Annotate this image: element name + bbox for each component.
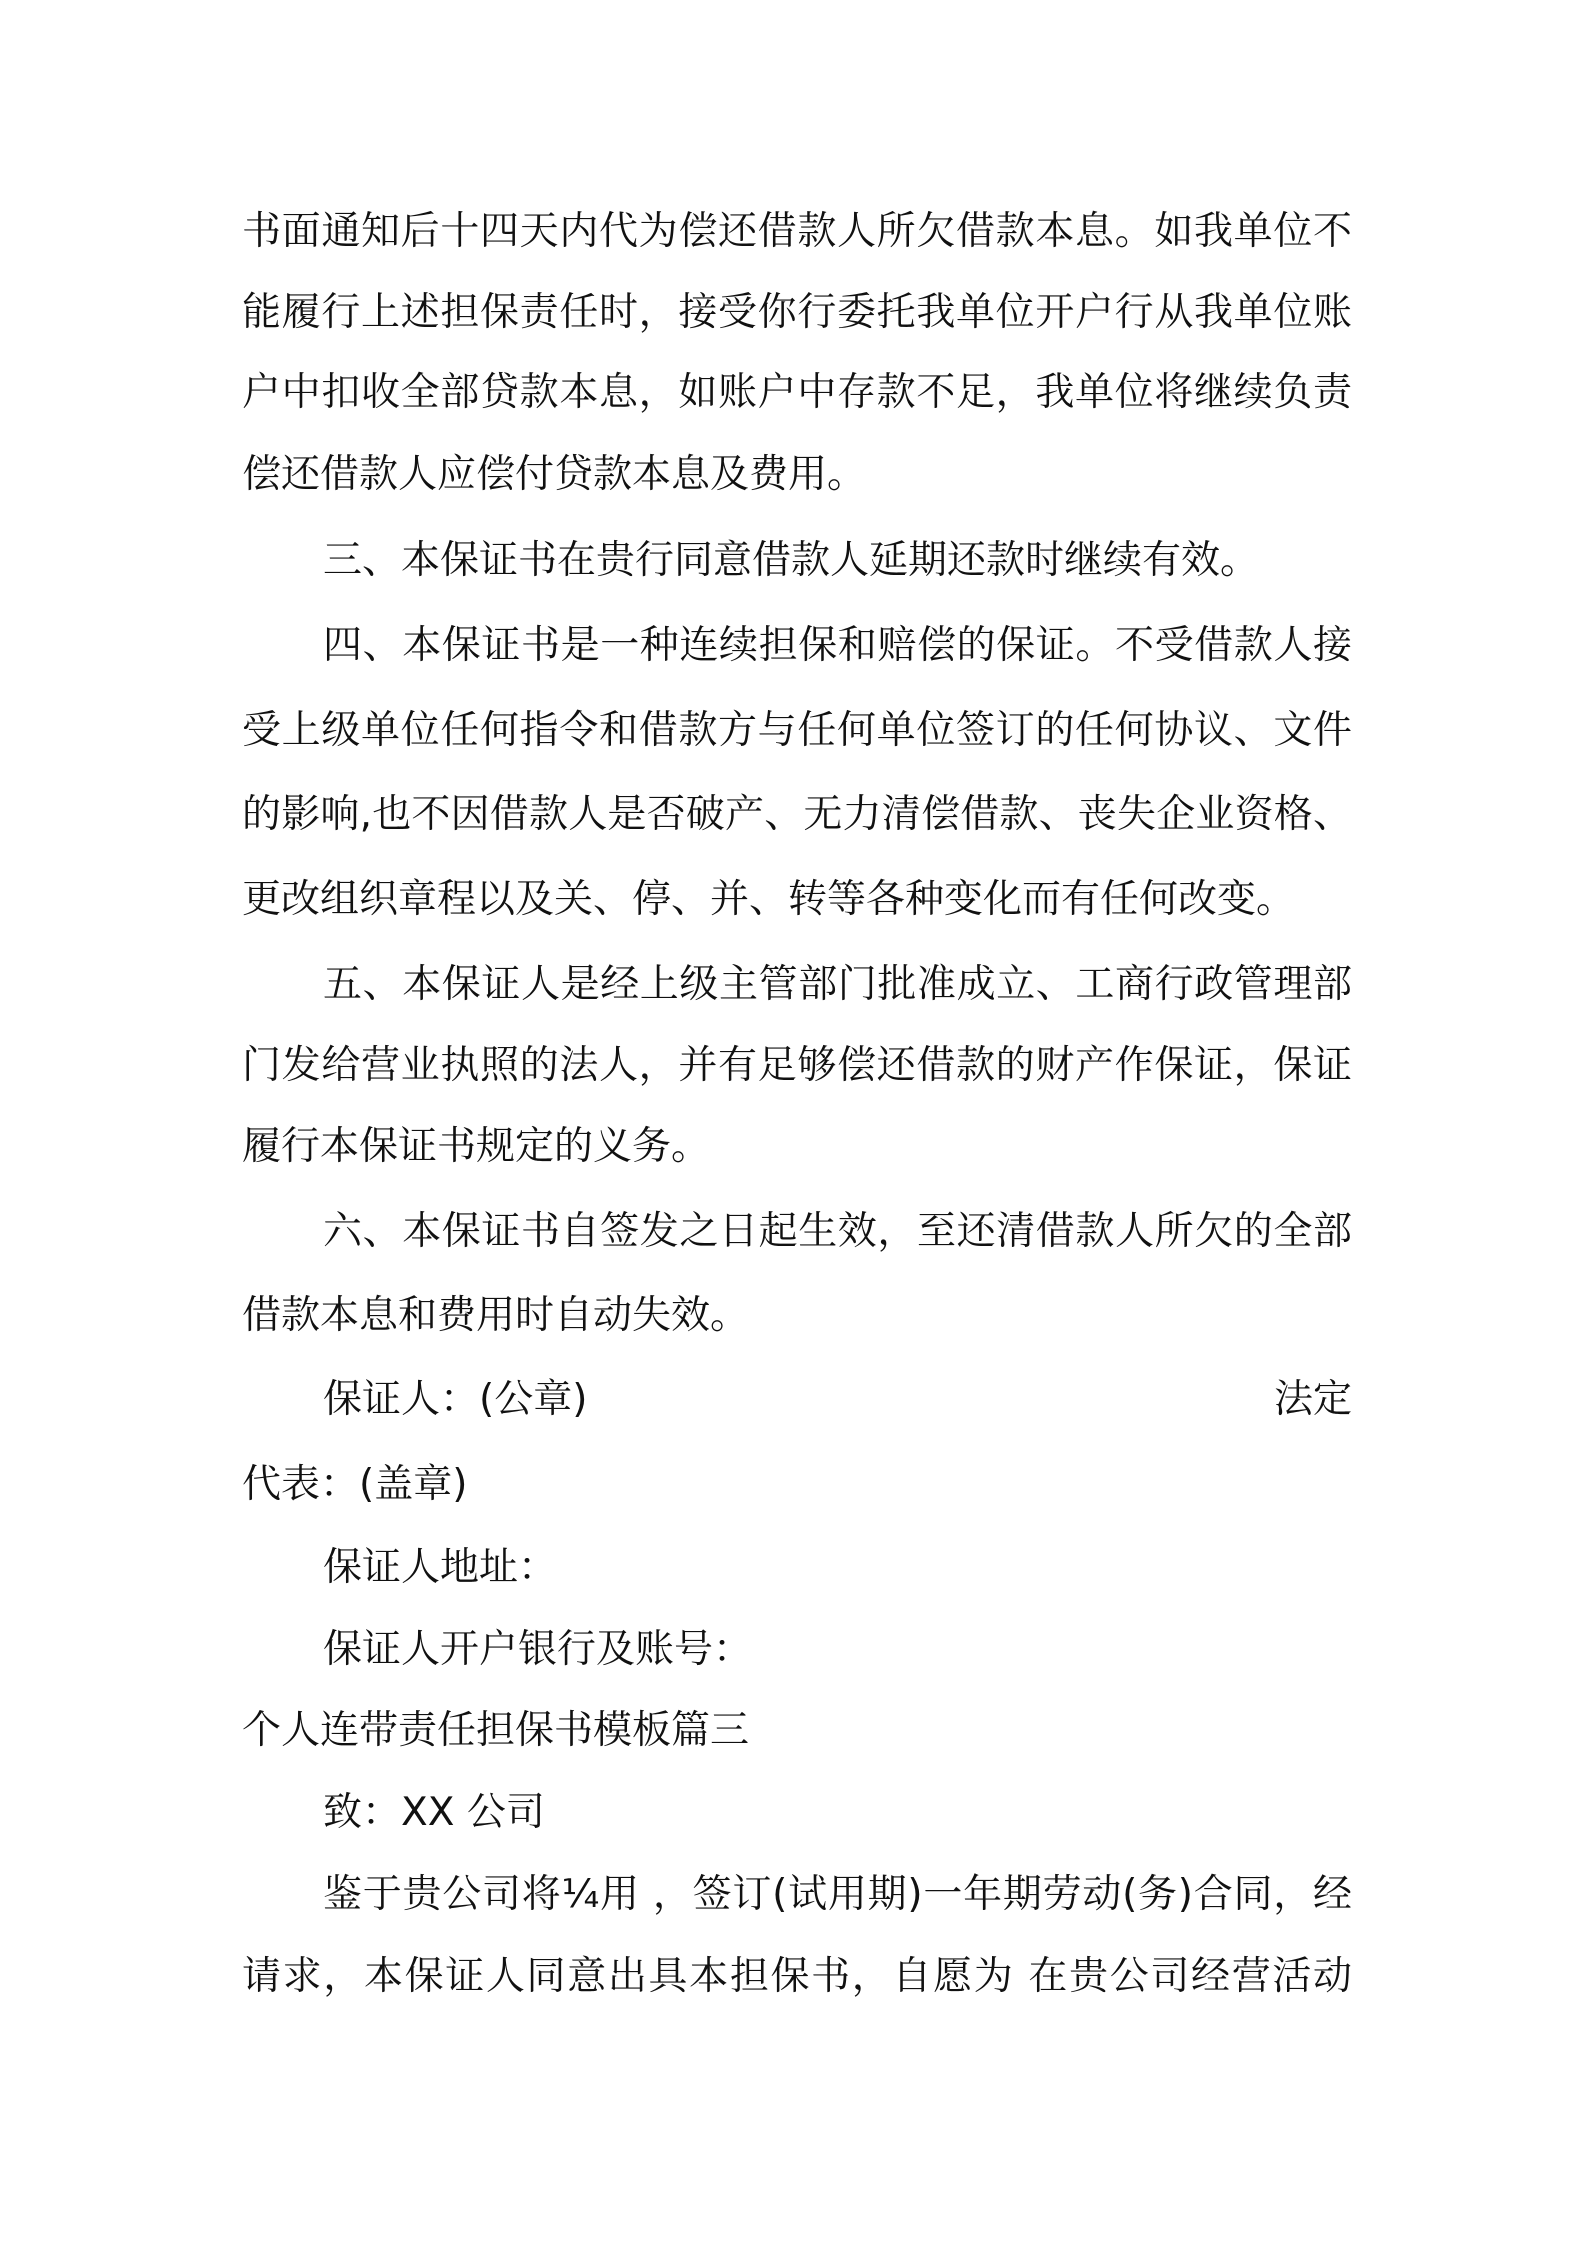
guarantor-address-label: 保证人地址：	[323, 1545, 558, 1590]
paragraph-line: 的影响,也不因借款人是否破产、无力清偿借款、丧失企业资格、	[242, 792, 1352, 837]
paragraph-line: 户中扣收全部贷款本息，如账户中存款不足，我单位将继续负责	[242, 370, 1352, 415]
signature-line	[323, 1374, 1352, 1426]
paragraph-line: 借款本息和费用时自动失效。	[242, 1293, 750, 1338]
paragraph-line: 更改组织章程以及关、停、并、转等各种变化而有任何改变。	[242, 877, 1296, 922]
paragraph-line: 三、本保证书在贵行同意借款人延期还款时继续有效。	[323, 538, 1260, 583]
addressee-line: 致：XX 公司	[323, 1790, 545, 1835]
legal-rep-label-start: 法定	[1273, 1377, 1352, 1422]
legal-rep-label-end: 代表：(盖章)	[242, 1462, 468, 1507]
paragraph-line: 四、本保证书是一种连续担保和赔偿的保证。不受借款人接	[323, 623, 1352, 668]
paragraph-line: 书面通知后十四天内代为偿还借款人所欠借款本息。如我单位不	[242, 209, 1352, 254]
section-heading: 个人连带责任担保书模板篇三	[242, 1708, 750, 1753]
paragraph-line: 偿还借款人应偿付贷款本息及费用。	[242, 452, 867, 497]
guarantor-seal-label: 保证人：(公章)	[323, 1377, 588, 1422]
paragraph-line: 受上级单位任何指令和借款方与任何单位签订的任何协议、文件	[242, 708, 1352, 753]
paragraph-line: 六、本保证书自签发之日起生效，至还清借款人所欠的全部	[323, 1209, 1352, 1254]
paragraph-line: 门发给营业执照的法人，并有足够偿还借款的财产作保证，保证	[242, 1043, 1352, 1088]
paragraph-line: 履行本保证书规定的义务。	[242, 1124, 711, 1169]
paragraph-line: 能履行上述担保责任时，接受你行委托我单位开户行从我单位账	[242, 290, 1352, 335]
paragraph-line: 五、本保证人是经上级主管部门批准成立、工商行政管理部	[323, 962, 1352, 1007]
paragraph-line: 鉴于贵公司将¼用 ，签订(试用期)一年期劳动(务)合同，经	[323, 1872, 1352, 1917]
paragraph-line: 请求，本保证人同意出具本担保书，自愿为 在贵公司经营活动	[242, 1954, 1352, 1999]
guarantor-bank-account-label: 保证人开户银行及账号：	[323, 1627, 753, 1672]
